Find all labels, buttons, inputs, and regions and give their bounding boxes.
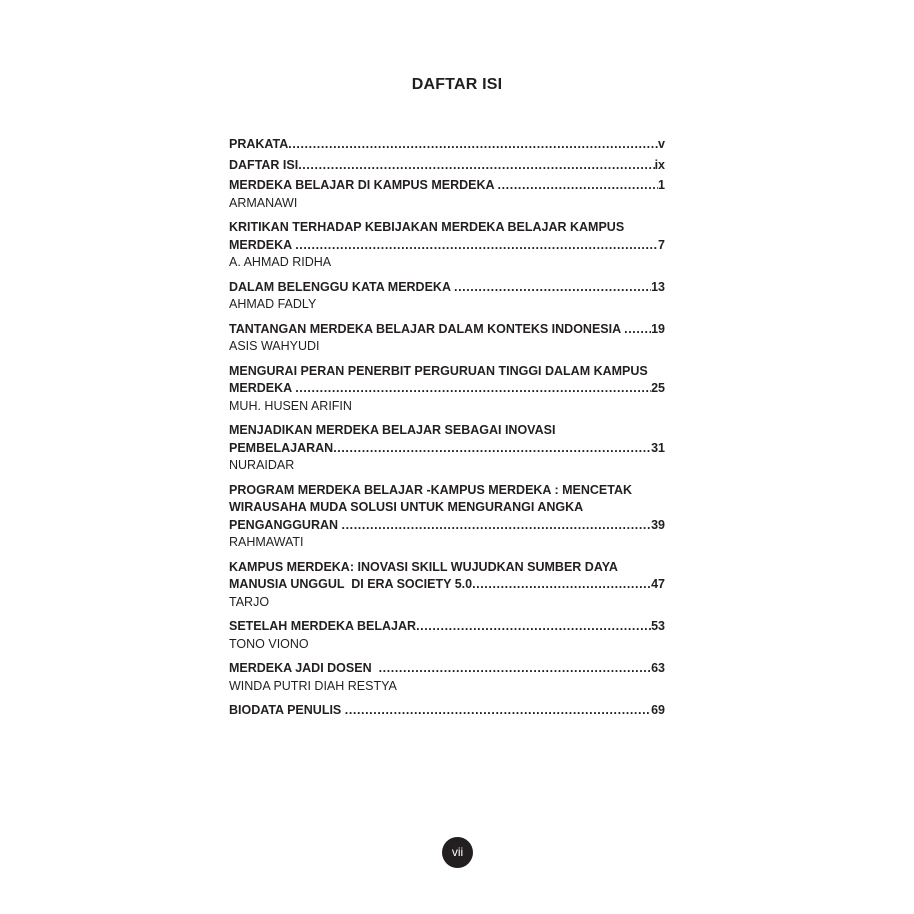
dot-leader (295, 237, 658, 255)
toc-page-number: 47 (651, 577, 665, 591)
toc-entry-title: MANUSIA UNGGUL DI ERA SOCIETY 5.0 (229, 577, 473, 591)
toc-entry (229, 219, 665, 272)
page-number-badge: vii (442, 837, 473, 868)
toc-page-number: 25 (651, 381, 665, 395)
toc-entry-title: TANTANGAN MERDEKA BELAJAR DALAM KONTEKS INDONESIA (229, 321, 625, 336)
toc-entry-author: ARMANAWI (229, 195, 298, 210)
toc-entry-title: MERDEKA BELAJAR DI KAMPUS MERDEKA (229, 178, 498, 192)
toc-page-number: 13 (651, 279, 665, 294)
toc-entry-title-line (229, 136, 665, 154)
toc-entry (229, 702, 665, 720)
toc-entry-author: TONO VIONO (229, 636, 309, 651)
toc-entry-author: RAHMAWATI (229, 535, 304, 549)
toc-page-number: 1 (658, 178, 665, 192)
toc-entry-author: WINDA PUTRI DIAH RESTYA (229, 678, 397, 693)
toc-entry-title-line: MENJADIKAN MERDEKA BELAJAR SEBAGAI INOVASI (229, 423, 556, 437)
toc-entry-title-line (229, 440, 665, 458)
toc-entry-title-line: KAMPUS MERDEKA: INOVASI SKILL WUJUDKAN SUMBER DAYA (229, 559, 618, 574)
toc-page-number: ix (654, 157, 665, 172)
toc-entry-title-line (229, 517, 665, 535)
toc-entry-title-line (229, 321, 665, 339)
dot-leader (342, 517, 652, 535)
toc-entry (229, 279, 665, 314)
toc-entry-title-line (229, 576, 665, 594)
toc-page-number: 53 (651, 619, 665, 633)
toc-entry-author: TARJO (229, 594, 270, 609)
toc-entry-title: PRAKATA (229, 137, 289, 151)
toc-entry-author: MUH. HUSEN ARIFIN (229, 398, 352, 413)
toc-entry-title: PEMBELAJARAN (229, 440, 334, 455)
dot-leader (498, 177, 659, 195)
toc-entry (229, 422, 665, 475)
dot-leader (472, 576, 651, 594)
toc-entry-author: AHMAD FADLY (229, 297, 317, 311)
toc-entry-author: A. AHMAD RIDHA (229, 255, 332, 269)
toc-entry-author: NURAIDAR (229, 458, 295, 472)
toc-entry-title: DAFTAR ISI (229, 157, 299, 172)
page-title: DAFTAR ISI (411, 76, 503, 93)
toc-entry-title-line (229, 618, 665, 636)
toc-entry (229, 177, 665, 212)
toc-entry-title-line (229, 177, 665, 195)
dot-leader (295, 380, 651, 398)
toc-entry (229, 321, 665, 356)
toc-entry-title-line: KRITIKAN TERHADAP KEBIJAKAN MERDEKA BELAJAR KAMPUS (229, 220, 625, 234)
dot-leader (624, 321, 651, 339)
toc-entry (229, 136, 665, 154)
dot-leader (416, 618, 651, 636)
toc-page-number: v (658, 137, 665, 151)
toc-entry-title-line: WIRAUSAHA MUDA SOLUSI UNTUK MENGURANGI ANGKA (229, 500, 584, 514)
toc-entry-title-line (229, 279, 665, 297)
toc-entry-title-line (229, 660, 665, 678)
dot-leader (288, 136, 658, 154)
toc-entry-title-line: MENGURAI PERAN PENERBIT PERGURUAN TINGGI DALAM KAMPUS (229, 363, 648, 378)
toc-page-number: 31 (651, 440, 665, 455)
toc-entry (229, 363, 665, 416)
toc-entry (229, 482, 665, 552)
toc-entry-title: MERDEKA JADI DOSEN (229, 661, 379, 675)
toc-entry-title-line: PROGRAM MERDEKA BELAJAR -KAMPUS MERDEKA : MENCETAK (229, 482, 633, 497)
toc-entry-title-line (229, 380, 665, 398)
table-of-contents (229, 136, 665, 723)
toc-entry-title: MERDEKA (229, 381, 296, 395)
toc-entry (229, 157, 665, 175)
toc-entry (229, 660, 665, 695)
toc-entry (229, 618, 665, 653)
toc-page-number: 69 (651, 703, 665, 717)
dot-leader (298, 157, 654, 175)
toc-page-number: 39 (651, 517, 665, 532)
toc-entry (229, 559, 665, 612)
dot-leader (379, 660, 652, 678)
toc-entry-title: PENGANGGURAN (229, 517, 342, 532)
toc-entry-title: BIODATA PENULIS (229, 703, 345, 717)
dot-leader (345, 702, 651, 720)
toc-entry-title-line (229, 237, 665, 255)
dot-leader (454, 279, 651, 297)
toc-entry-author: ASIS WAHYUDI (229, 339, 320, 353)
toc-page-number: 7 (658, 237, 665, 252)
dot-leader (333, 440, 651, 458)
toc-entry-title: SETELAH MERDEKA BELAJAR (229, 619, 417, 633)
toc-page-number: 63 (651, 661, 665, 675)
toc-entry-title-line (229, 702, 665, 720)
toc-entry-title-line (229, 157, 665, 175)
toc-page-number: 19 (651, 321, 665, 336)
toc-entry-title: DALAM BELENGGU KATA MERDEKA (229, 279, 454, 294)
toc-entry-title: MERDEKA (229, 237, 296, 252)
